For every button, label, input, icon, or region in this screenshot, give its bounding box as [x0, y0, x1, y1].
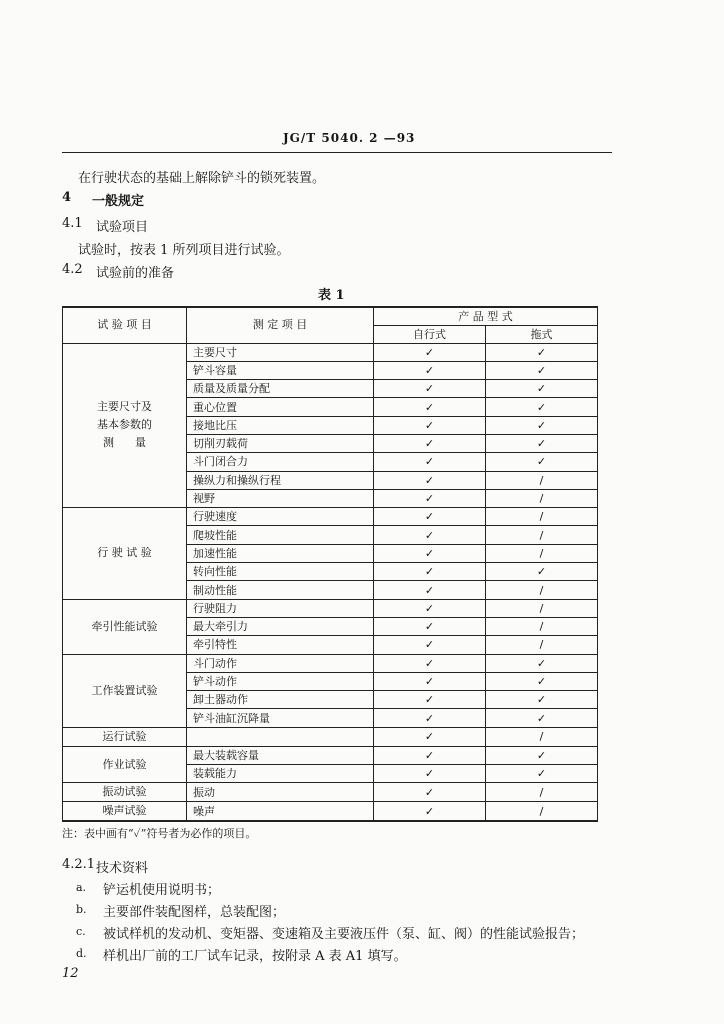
measure-item: 铲斗动作 — [187, 672, 374, 690]
list-marker: a. — [76, 881, 87, 894]
measure-item: 制动性能 — [187, 581, 374, 599]
list-marker: d. — [76, 947, 87, 960]
mark-towed: ✓ — [486, 765, 598, 783]
mark-self: ✓ — [374, 489, 486, 507]
table-row — [63, 343, 598, 361]
mark-self: ✓ — [374, 434, 486, 452]
header-product-type: 产 品 型 式 — [374, 307, 598, 325]
table-row — [63, 802, 598, 822]
mark-towed: / — [486, 802, 598, 822]
table-row — [63, 599, 598, 617]
mark-self: ✓ — [374, 544, 486, 562]
mark-self: ✓ — [374, 453, 486, 471]
mark-towed: ✓ — [486, 361, 598, 379]
mark-towed: / — [486, 783, 598, 802]
mark-self: ✓ — [374, 727, 486, 746]
list-item-text: 样机出厂前的工厂试车记录，按附录 A 表 A1 填写。 — [103, 949, 407, 964]
mark-self: ✓ — [374, 471, 486, 489]
measure-item: 行驶阻力 — [187, 599, 374, 617]
category-cell: 运行试验 — [63, 727, 187, 746]
measure-item: 振动 — [187, 783, 374, 802]
list-item-text: 被试样机的发动机、变矩器、变速箱及主要液压件（泵、缸、阀）的性能试验报告； — [103, 927, 585, 942]
mark-self: ✓ — [374, 636, 486, 654]
mark-self: ✓ — [374, 672, 486, 690]
mark-towed: / — [486, 526, 598, 544]
mark-towed: / — [486, 727, 598, 746]
measure-item: 接地比压 — [187, 416, 374, 434]
mark-self: ✓ — [374, 746, 486, 764]
section-4-2-1-number: 4.2.1 — [62, 857, 96, 872]
mark-towed: ✓ — [486, 563, 598, 581]
measure-item — [187, 727, 374, 746]
intro-line: 在行驶状态的基础上解除铲斗的锁死装置。 — [78, 171, 326, 186]
mark-towed: / — [486, 544, 598, 562]
table-row — [63, 727, 598, 746]
mark-towed: ✓ — [486, 398, 598, 416]
header-self-propelled: 自行式 — [374, 325, 486, 343]
mark-towed: ✓ — [486, 672, 598, 690]
table-row — [63, 508, 598, 526]
measure-item: 重心位置 — [187, 398, 374, 416]
mark-self: ✓ — [374, 526, 486, 544]
section-4-1-title: 试验项目 — [96, 220, 149, 235]
mark-towed: ✓ — [486, 453, 598, 471]
mark-self: ✓ — [374, 581, 486, 599]
measure-item: 牵引特性 — [187, 636, 374, 654]
mark-towed: / — [486, 636, 598, 654]
section-4-2-title: 试验前的准备 — [96, 266, 175, 281]
table-body — [63, 343, 598, 821]
list-item-text: 铲运机使用说明书； — [103, 883, 221, 898]
measure-item: 质量及质量分配 — [187, 380, 374, 398]
section-4-1-body: 试验时，按表 1 所列项目进行试验。 — [78, 243, 290, 258]
mark-self: ✓ — [374, 617, 486, 635]
header-test-item: 试 验 项 目 — [63, 307, 187, 343]
section-4-title: 一般规定 — [92, 194, 145, 209]
table-row — [63, 654, 598, 672]
table-row — [63, 783, 598, 802]
mark-towed: ✓ — [486, 691, 598, 709]
category-cell: 行 驶 试 验 — [63, 508, 187, 599]
mark-self: ✓ — [374, 765, 486, 783]
mark-towed: ✓ — [486, 434, 598, 452]
measure-item: 转向性能 — [187, 563, 374, 581]
mark-self: ✓ — [374, 599, 486, 617]
measure-item: 斗门动作 — [187, 654, 374, 672]
mark-self: ✓ — [374, 398, 486, 416]
header-towed: 拖式 — [486, 325, 598, 343]
page-number: 12 — [62, 966, 79, 981]
measure-item: 斗门闭合力 — [187, 453, 374, 471]
section-4-2-number: 4.2 — [62, 262, 83, 277]
category-cell: 主要尺寸及 基本参数的 测 量 — [63, 343, 187, 508]
mark-self: ✓ — [374, 709, 486, 727]
measure-item: 最大牵引力 — [187, 617, 374, 635]
mark-self: ✓ — [374, 654, 486, 672]
list-item-text: 主要部件装配图样，总装配图； — [103, 905, 286, 920]
measure-item: 行驶速度 — [187, 508, 374, 526]
measure-item: 视野 — [187, 489, 374, 507]
mark-towed: / — [486, 489, 598, 507]
measure-item: 铲斗容量 — [187, 361, 374, 379]
list-marker: c. — [76, 925, 86, 938]
list-marker: b. — [76, 903, 87, 916]
category-cell: 噪声试验 — [63, 802, 187, 822]
section-4-number: 4 — [62, 190, 72, 205]
mark-towed: / — [486, 617, 598, 635]
measure-item: 切削刃载荷 — [187, 434, 374, 452]
measure-item: 爬坡性能 — [187, 526, 374, 544]
mark-towed: / — [486, 471, 598, 489]
table-row — [63, 746, 598, 764]
header-rule — [62, 152, 612, 153]
section-4-2-1-title: 技术资料 — [96, 861, 149, 876]
mark-self: ✓ — [374, 691, 486, 709]
mark-towed: / — [486, 599, 598, 617]
mark-self: ✓ — [374, 563, 486, 581]
test-items-table — [62, 306, 598, 822]
measure-item: 装载能力 — [187, 765, 374, 783]
mark-towed: ✓ — [486, 416, 598, 434]
measure-item: 噪声 — [187, 802, 374, 822]
measure-item: 加速性能 — [187, 544, 374, 562]
table-caption: 表 1 — [318, 288, 345, 303]
category-cell: 作业试验 — [63, 746, 187, 783]
standard-code: JG/T 5040. 2 —93 — [283, 131, 416, 145]
category-cell: 工作装置试验 — [63, 654, 187, 727]
section-4-1-number: 4.1 — [62, 216, 83, 231]
mark-self: ✓ — [374, 361, 486, 379]
mark-self: ✓ — [374, 416, 486, 434]
table-note: 注：表中画有“✓”符号者为必作的项目。 — [62, 827, 257, 840]
mark-towed: / — [486, 581, 598, 599]
mark-towed: ✓ — [486, 380, 598, 398]
mark-self: ✓ — [374, 508, 486, 526]
mark-self: ✓ — [374, 783, 486, 802]
mark-towed: / — [486, 508, 598, 526]
mark-towed: ✓ — [486, 709, 598, 727]
mark-towed: ✓ — [486, 343, 598, 361]
mark-self: ✓ — [374, 380, 486, 398]
mark-towed: ✓ — [486, 654, 598, 672]
mark-self: ✓ — [374, 802, 486, 822]
measure-item: 主要尺寸 — [187, 343, 374, 361]
measure-item: 卸土器动作 — [187, 691, 374, 709]
measure-item: 铲斗油缸沉降量 — [187, 709, 374, 727]
category-cell: 牵引性能试验 — [63, 599, 187, 654]
measure-item: 最大装载容量 — [187, 746, 374, 764]
mark-towed: ✓ — [486, 746, 598, 764]
header-measure-item: 测 定 项 目 — [187, 307, 374, 343]
category-cell: 振动试验 — [63, 783, 187, 802]
measure-item: 操纵力和操纵行程 — [187, 471, 374, 489]
mark-self: ✓ — [374, 343, 486, 361]
